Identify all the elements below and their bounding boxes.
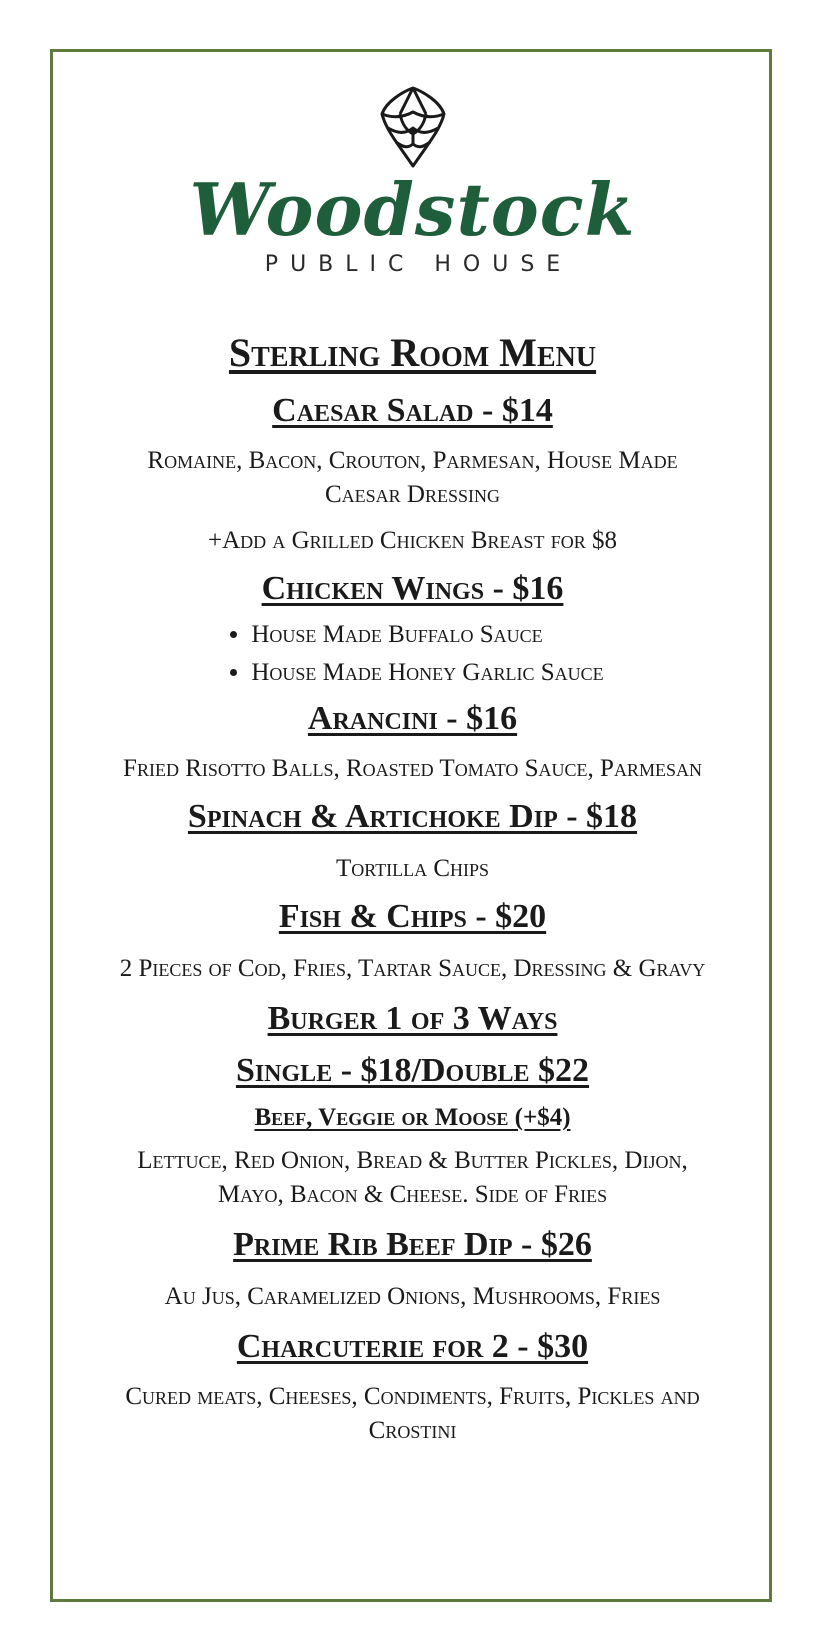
menu-title: Sterling Room Menu (228, 330, 597, 375)
item-bullet-list (221, 616, 603, 692)
hop-icon (372, 84, 454, 170)
item-description: Cured meats, Cheeses, Condiments, Fruits, Pickles and (125, 1383, 700, 1410)
brand-subtitle: PUBLIC HOUSE (264, 252, 573, 277)
item-description: Tortilla Chips (335, 855, 490, 882)
list-item: • House Made Honey Garlic Sauce (251, 654, 603, 692)
item-heading: Charcuterie for 2 - $30 (236, 1328, 589, 1365)
item-description: Romaine, Bacon, Crouton, Parmesan, House Made (147, 447, 678, 474)
brand-name: Woodstock (189, 167, 636, 252)
item-description: Mayo, Bacon & Cheese. Side of Fries (217, 1181, 608, 1208)
item-description: 2 Pieces of Cod, Fries, Tartar Sauce, Dressing & Gravy (119, 955, 706, 982)
item-heading: Prime Rib Beef Dip - $26 (233, 1226, 592, 1263)
list-item: • House Made Buffalo Sauce (251, 616, 603, 654)
item-addon: +Add a Grilled Chicken Breast for $8 (207, 527, 618, 554)
item-description: Au Jus, Caramelized Onions, Mushrooms, Fries (164, 1283, 661, 1310)
item-heading: Burger 1 of 3 Ways (267, 1000, 558, 1037)
menu-content (0, 326, 825, 1448)
item-description: Fried Risotto Balls, Roasted Tomato Sauce, Parmesan (123, 755, 702, 782)
item-heading: Arancini - $16 (307, 700, 518, 737)
item-heading: Spinach & Artichoke Dip - $18 (187, 798, 638, 835)
logo (0, 84, 825, 277)
item-subheading: Single - $18/Double $22 (235, 1052, 590, 1089)
item-description: Crostini (368, 1417, 457, 1444)
item-heading: Fish & Chips - $20 (278, 898, 547, 935)
item-description: Caesar Dressing (324, 481, 500, 508)
item-subheading: Beef, Veggie or Moose (+$4) (254, 1104, 571, 1131)
item-description: Lettuce, Red Onion, Bread & Butter Pickles, Dijon, (137, 1147, 688, 1174)
item-heading: Caesar Salad - $14 (272, 392, 553, 429)
item-heading: Chicken Wings - $16 (261, 570, 564, 607)
